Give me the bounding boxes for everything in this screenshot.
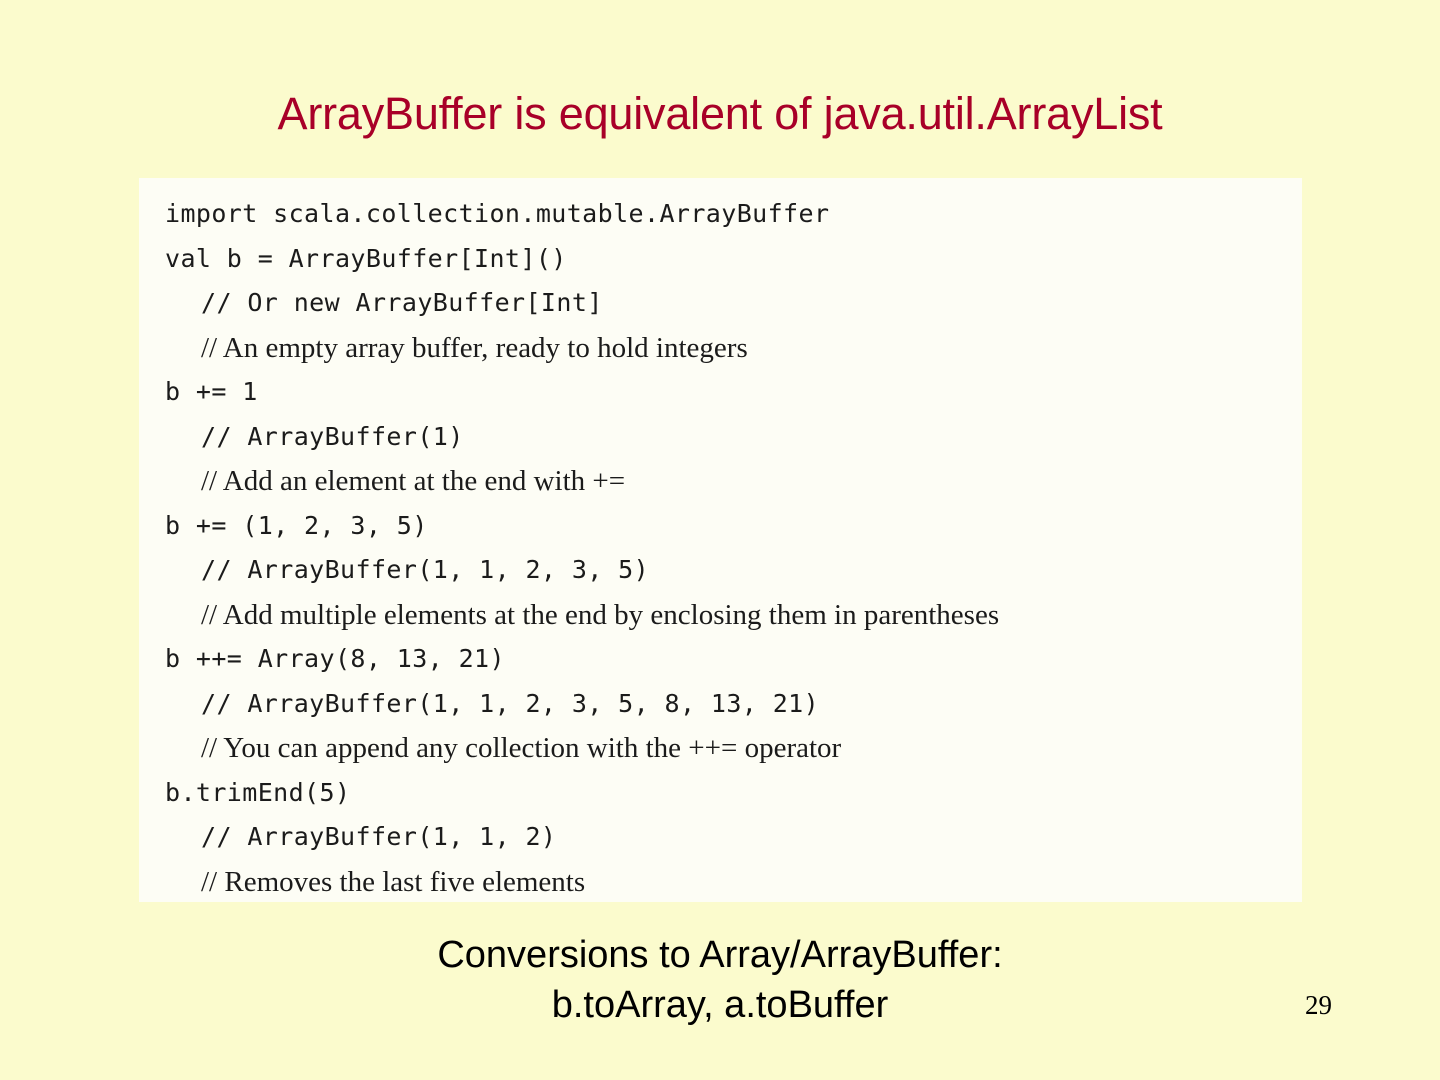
code-line: // Add an element at the end with +=: [201, 465, 626, 497]
code-line: // ArrayBuffer(1, 1, 2): [201, 822, 557, 851]
code-line: import scala.collection.mutable.ArrayBuffer: [165, 199, 830, 228]
code-line: // ArrayBuffer(1): [201, 421, 464, 451]
code-line: val b = ArrayBuffer[Int](): [165, 243, 567, 273]
code-line: b += (1, 2, 3, 5): [165, 510, 428, 540]
code-line: // An empty array buffer, ready to hold integers: [201, 331, 748, 364]
code-line: // ArrayBuffer(1, 1, 2, 3, 5): [201, 555, 650, 584]
code-line: // You can append any collection with the ++= operator: [201, 732, 842, 764]
code-line: // Removes the last five elements: [201, 865, 586, 898]
code-line: // Add multiple elements at the end by enclosing them in parentheses: [201, 598, 1000, 631]
slide-caption: [0, 930, 1440, 1030]
caption-line-1: Conversions to Array/ArrayBuffer:: [437, 934, 1003, 976]
code-line: // Or new ArrayBuffer[Int]: [201, 288, 603, 317]
code-line: b ++= Array(8, 13, 21): [165, 644, 505, 673]
code-line: b += 1: [165, 377, 258, 406]
page-title: ArrayBuffer is equivalent of java.util.ArrayList: [277, 88, 1163, 139]
code-line: // ArrayBuffer(1, 1, 2, 3, 5, 8, 13, 21): [201, 688, 820, 718]
caption-line-2: b.toArray, a.toBuffer: [551, 984, 889, 1026]
code-figure: [139, 178, 1302, 902]
code-line: b.trimEnd(5): [165, 777, 351, 807]
page-number: 29: [1305, 990, 1332, 1020]
